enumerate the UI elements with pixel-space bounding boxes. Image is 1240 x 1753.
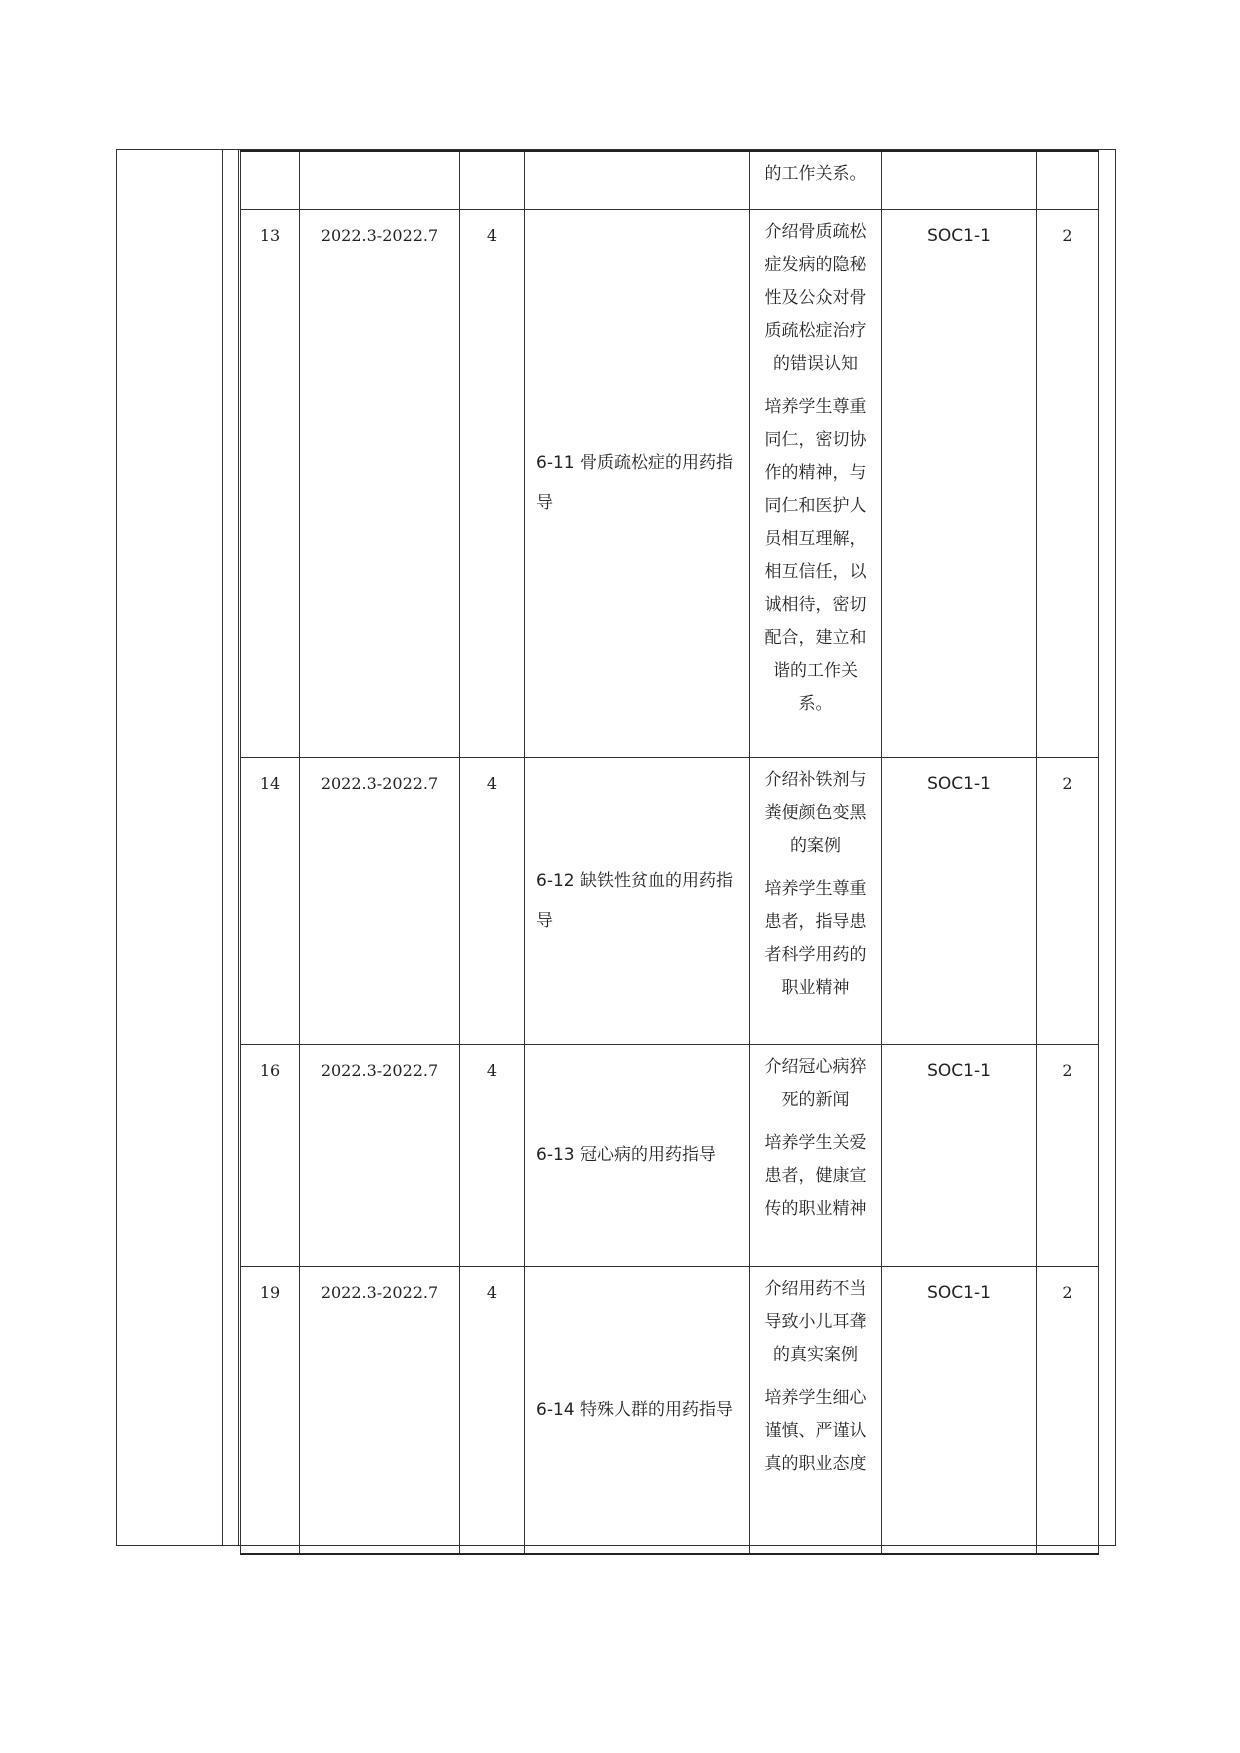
hours-cell	[460, 151, 525, 209]
ideology-paragraph: 培养学生尊重同仁，密切协作的精神，与同仁和医护人员相互理解，相互信任，以诚相待，密切配合，建立和谐的工作关系。	[764, 396, 867, 714]
topic-cell: 6-13 冠心病的用药指导	[525, 1044, 750, 1266]
hours-cell: 4	[460, 1266, 525, 1554]
date-range-cell: 2022.3-2022.7	[300, 209, 460, 757]
topic-cell	[525, 151, 750, 209]
ideology-cell	[750, 1044, 882, 1266]
date-range-cell: 2022.3-2022.7	[300, 1266, 460, 1554]
ideology-paragraph: 介绍冠心病猝死的新闻	[764, 1056, 867, 1110]
hours-cell: 4	[460, 757, 525, 1044]
schedule-table	[240, 150, 1099, 1555]
topic-cell: 6-14 特殊人群的用药指导	[525, 1266, 750, 1554]
objective-code-cell: SOC1-1	[882, 757, 1037, 1044]
ideology-paragraph: 的工作关系。	[764, 164, 867, 184]
topic-cell: 6-12 缺铁性贫血的用药指导	[525, 757, 750, 1044]
week-number-cell	[241, 151, 300, 209]
credit-cell	[1037, 151, 1099, 209]
credit-cell: 2	[1037, 1044, 1099, 1266]
credit-cell: 2	[1037, 1266, 1099, 1554]
credit-cell: 2	[1037, 757, 1099, 1044]
hours-cell: 4	[460, 1044, 525, 1266]
date-range-cell: 2022.3-2022.7	[300, 1044, 460, 1266]
ideology-paragraph: 介绍用药不当导致小儿耳聋的真实案例	[764, 1278, 867, 1365]
objective-code-cell: SOC1-1	[882, 1044, 1037, 1266]
ideology-paragraph: 培养学生尊重患者，指导患者科学用药的职业精神	[764, 878, 867, 998]
ideology-paragraph: 介绍骨质疏松症发病的隐秘性及公众对骨质疏松症治疗的错误认知	[764, 221, 867, 374]
table-row	[241, 151, 1099, 209]
ideology-cell	[750, 757, 882, 1044]
ideology-cell	[750, 209, 882, 757]
date-range-cell: 2022.3-2022.7	[300, 757, 460, 1044]
date-range-cell	[300, 151, 460, 209]
table-row	[241, 1266, 1099, 1554]
hours-cell: 4	[460, 209, 525, 757]
objective-code-cell: SOC1-1	[882, 1266, 1037, 1554]
ideology-cell	[750, 1266, 882, 1554]
objective-code-cell	[882, 151, 1037, 209]
table-row	[241, 757, 1099, 1044]
week-number-cell: 19	[241, 1266, 300, 1554]
ideology-cell	[750, 151, 882, 209]
week-number-cell: 13	[241, 209, 300, 757]
ideology-paragraph: 介绍补铁剂与粪便颜色变黑的案例	[764, 769, 867, 856]
ideology-paragraph: 培养学生细心谨慎、严谨认真的职业态度	[764, 1387, 867, 1474]
ideology-paragraph: 培养学生关爱患者，健康宣传的职业精神	[764, 1132, 867, 1219]
week-number-cell: 14	[241, 757, 300, 1044]
topic-cell: 6-11 骨质疏松症的用药指导	[525, 209, 750, 757]
column-divider	[238, 149, 239, 1546]
objective-code-cell: SOC1-1	[882, 209, 1037, 757]
week-number-cell: 16	[241, 1044, 300, 1266]
table-row	[241, 1044, 1099, 1266]
table-row	[241, 209, 1099, 757]
credit-cell: 2	[1037, 209, 1099, 757]
column-divider	[222, 149, 223, 1546]
